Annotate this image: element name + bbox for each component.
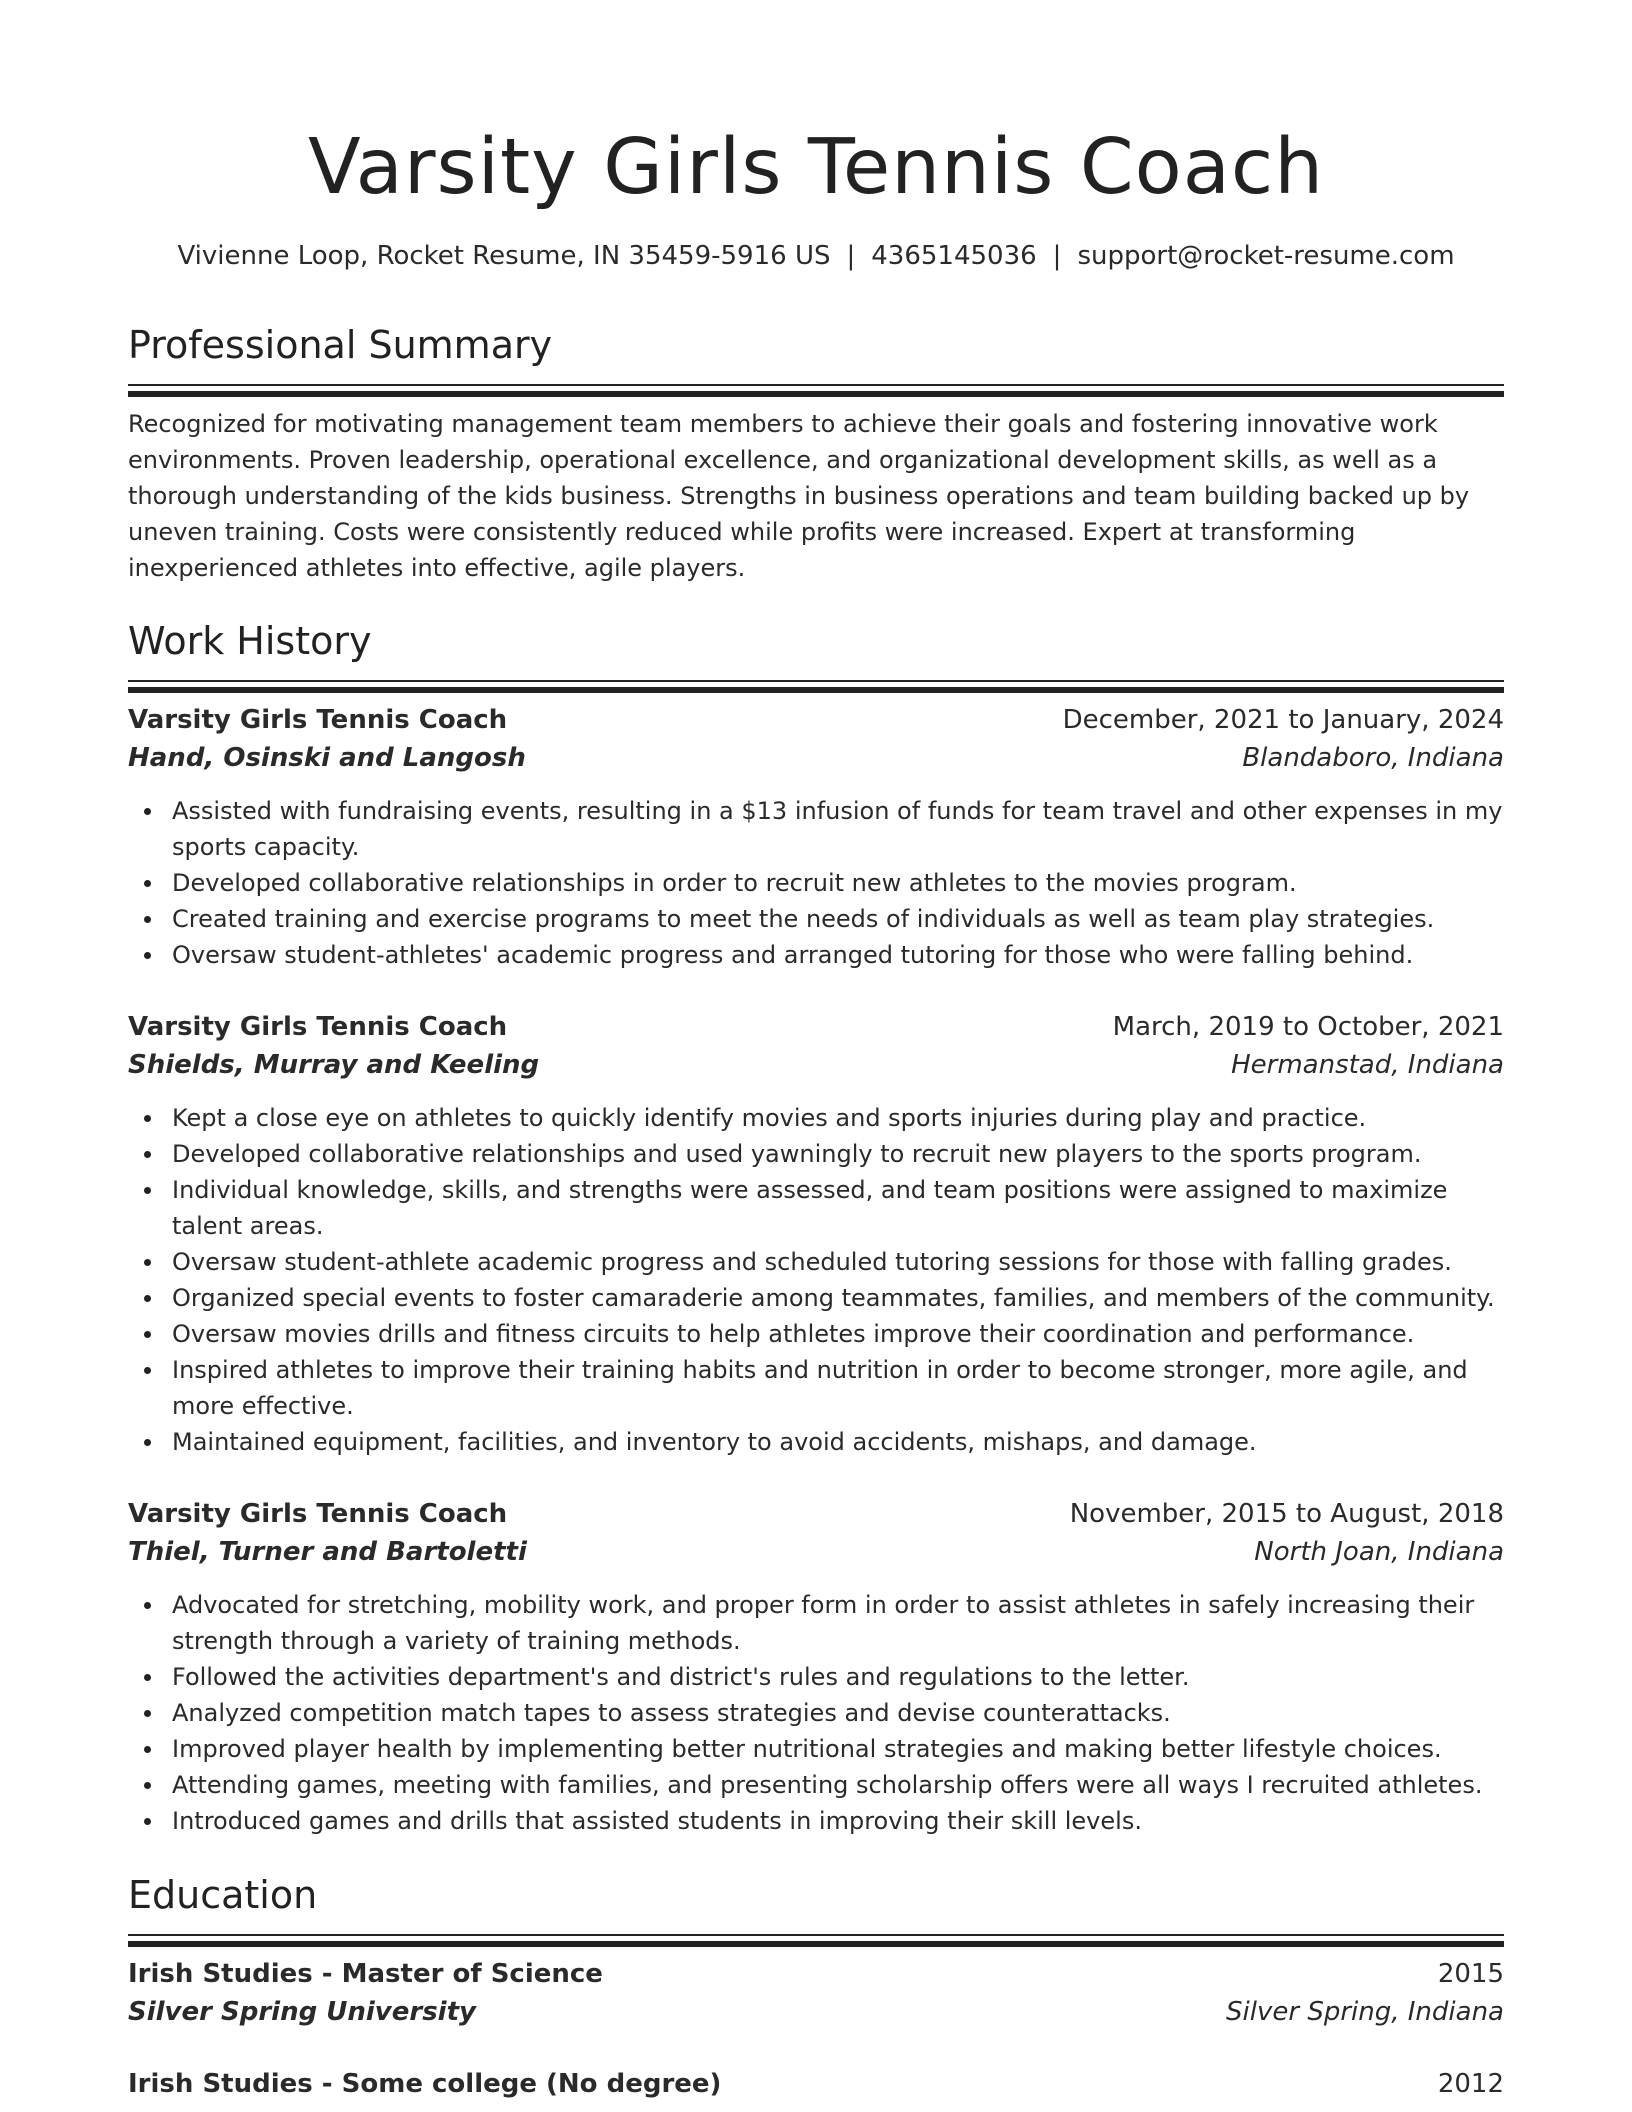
summary-section [128,320,1504,586]
bullet-item: Inspired athletes to improve their training habits and nutrition in order to become stronger, more agile, and more effective. [128,1352,1504,1424]
work-history-section [128,616,1504,690]
job-bullets [128,1587,1504,1839]
job-location: Blandaboro, Indiana [1242,743,1504,773]
section-divider [128,680,1504,690]
section-heading: Professional Summary [128,323,553,367]
job-entry [128,1495,1504,1839]
job-entry [128,701,1504,973]
job-bullets [128,793,1504,973]
education-year: 2015 [1437,1959,1504,1989]
contact-line [128,238,1504,274]
education-school: Silver Spring University [128,1997,476,2027]
contact-separator: | [1052,241,1062,271]
job-entry [128,1008,1504,1460]
education-location: Silver Spring, Indiana [1226,1997,1504,2027]
summary-text: Recognized for motivating management team members to achieve their goals and fostering innovative work environments. Proven leadership, operational excellence, and organizational development skills, as well as a thorough understanding of the kids business. Strengths in business operations and team building backed up by uneven training. Costs were consistently reduced while profits were increased. Expert at transforming inexperienced athletes into effective, agile players. [128,410,1470,582]
education-year: 2012 [1437,2069,1504,2099]
education-entry [128,2065,1504,2103]
education-degree: Irish Studies - Master of Science [128,1959,603,1989]
job-location: Hermanstad, Indiana [1231,1050,1504,1080]
bullet-item: Maintained equipment, facilities, and inventory to avoid accidents, mishaps, and damage. [128,1424,1504,1460]
section-heading: Education [128,1873,318,1917]
contact-address: Vivienne Loop, Rocket Resume, IN 35459-5916 US [177,241,831,271]
section-divider [128,1934,1504,1944]
job-title: Varsity Girls Tennis Coach [128,1499,508,1529]
education-section [128,1870,1504,1944]
section-divider [128,384,1504,394]
education-degree: Irish Studies - Some college (No degree) [128,2069,722,2099]
contact-separator: | [846,241,856,271]
bullet-item: Advocated for stretching, mobility work, and proper form in order to assist athletes in safely increasing their strength through a variety of training methods. [128,1587,1504,1659]
bullet-item: Individual knowledge, skills, and strengths were assessed, and team positions were assigned to maximize talent areas. [128,1172,1504,1244]
job-title: Varsity Girls Tennis Coach [128,1012,508,1042]
job-location: North Joan, Indiana [1254,1537,1504,1567]
contact-phone: 4365145036 [871,241,1037,271]
education-entry [128,1955,1504,2031]
bullet-item: Created training and exercise programs to meet the needs of individuals as well as team play strategies. [128,901,1504,937]
job-dates: March, 2019 to October, 2021 [1112,1012,1504,1042]
job-company: Thiel, Turner and Bartoletti [128,1537,527,1567]
bullet-item: Followed the activities department's and district's rules and regulations to the letter. [128,1659,1504,1695]
bullet-item: Developed collaborative relationships in order to recruit new athletes to the movies program. [128,865,1504,901]
bullet-item: Kept a close eye on athletes to quickly identify movies and sports injuries during play and practice. [128,1100,1504,1136]
bullet-item: Introduced games and drills that assisted students in improving their skill levels. [128,1803,1504,1839]
bullet-item: Oversaw student-athletes' academic progress and arranged tutoring for those who were falling behind. [128,937,1504,973]
job-bullets [128,1100,1504,1460]
resume-title: Varsity Girls Tennis Coach [307,123,1325,212]
bullet-item: Improved player health by implementing better nutritional strategies and making better lifestyle choices. [128,1731,1504,1767]
bullet-item: Analyzed competition match tapes to assess strategies and devise counterattacks. [128,1695,1504,1731]
job-title: Varsity Girls Tennis Coach [128,705,508,735]
contact-email: support@rocket-resume.com [1077,241,1455,271]
bullet-item: Developed collaborative relationships and used yawningly to recruit new players to the sports program. [128,1136,1504,1172]
job-company: Hand, Osinski and Langosh [128,743,526,773]
job-company: Shields, Murray and Keeling [128,1050,540,1080]
section-heading: Work History [128,619,372,663]
job-dates: November, 2015 to August, 2018 [1069,1499,1504,1529]
job-dates: December, 2021 to January, 2024 [1062,705,1504,735]
bullet-item: Attending games, meeting with families, and presenting scholarship offers were all ways I recruited athletes. [128,1767,1504,1803]
bullet-item: Oversaw movies drills and fitness circuits to help athletes improve their coordination and performance. [128,1316,1504,1352]
bullet-item: Oversaw student-athlete academic progress and scheduled tutoring sessions for those with falling grades. [128,1244,1504,1280]
bullet-item: Assisted with fundraising events, resulting in a $13 infusion of funds for team travel and other expenses in my sports capacity. [128,793,1504,865]
bullet-item: Organized special events to foster camaraderie among teammates, families, and members of the community. [128,1280,1504,1316]
